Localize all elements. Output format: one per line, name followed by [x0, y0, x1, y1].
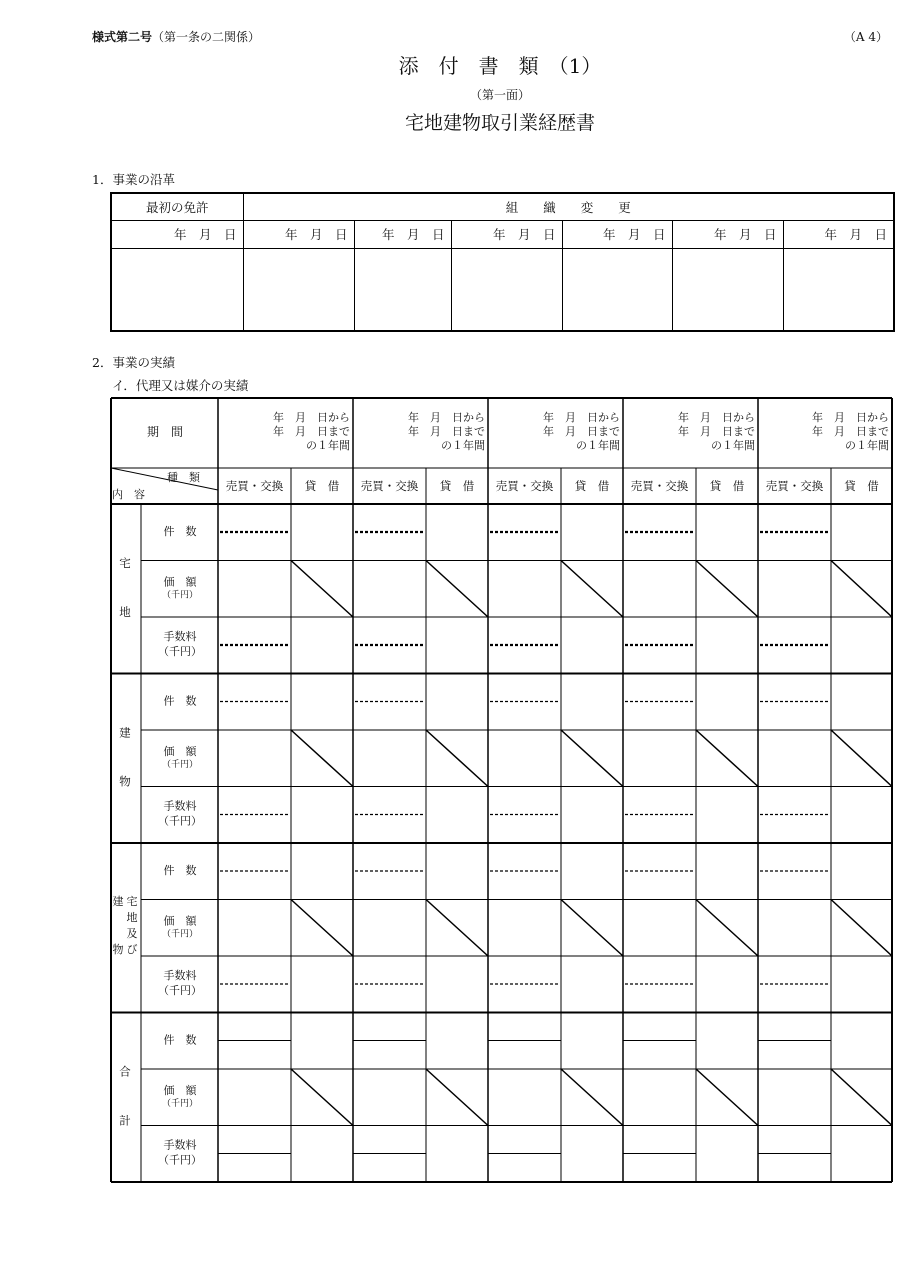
group-label-char: び — [126, 943, 138, 956]
period-to: 年 月 日まで — [408, 425, 485, 438]
lease-label: 貸 借 — [574, 479, 610, 493]
group-label-char: 地 — [119, 605, 131, 619]
org-change-header: 組 織 変 更 — [243, 193, 894, 220]
type-label: 種 類 — [167, 471, 200, 484]
unit-label: （千円） — [158, 814, 202, 828]
diagonal-slash — [831, 900, 892, 957]
group-label-char: 建 — [119, 725, 131, 740]
date-label: 年 月 日 — [672, 220, 783, 248]
section2-subheading: イ．代理又は媒介の実績 — [112, 378, 249, 393]
period-year: の１年間 — [711, 439, 755, 452]
sale-exchange-label: 売買・交換 — [630, 479, 689, 493]
price-label: 価 額 — [163, 914, 197, 928]
group-label-char: 建 — [112, 895, 124, 908]
document-title: 宅地建物取引業経歴書 — [404, 112, 595, 134]
diagonal-slash — [696, 1069, 758, 1126]
diagonal-slash — [426, 561, 488, 618]
period-to: 年 月 日まで — [273, 425, 350, 438]
lease-label: 貸 借 — [439, 479, 475, 493]
date-label: 年 月 日 — [111, 220, 243, 248]
price-label: 価 額 — [163, 745, 197, 758]
diagonal-slash — [561, 561, 623, 618]
date-label: 年 月 日 — [354, 220, 451, 248]
count-label: 件 数 — [163, 525, 197, 538]
date-label: 年 月 日 — [562, 220, 672, 248]
group-label-char: 及 — [126, 927, 138, 940]
form-number: 様式第二号（第一条の二関係） — [92, 30, 261, 44]
diagonal-slash — [426, 730, 488, 787]
diagonal-slash — [831, 1069, 892, 1126]
fee-label: 手数料 — [163, 630, 197, 643]
period-from: 年 月 日から — [678, 411, 755, 424]
first-license-header: 最初の免許 — [111, 193, 243, 220]
diagonal-slash — [831, 730, 892, 787]
diagonal-slash — [291, 561, 353, 618]
unit-label: （千円） — [161, 929, 199, 940]
diagonal-slash — [696, 561, 758, 618]
period-from: 年 月 日から — [408, 411, 485, 424]
period-to: 年 月 日まで — [543, 425, 620, 438]
price-label: 価 額 — [163, 1084, 197, 1097]
unit-label: （千円） — [161, 1099, 199, 1109]
period-to: 年 月 日まで — [678, 425, 755, 438]
fee-label: 手数料 — [163, 799, 197, 813]
group-label-char: 宅 — [126, 895, 138, 908]
period-from: 年 月 日から — [273, 411, 350, 424]
unit-label: （千円） — [161, 590, 199, 601]
fee-label: 手数料 — [163, 1138, 197, 1152]
group-label-char: 宅 — [119, 556, 131, 570]
period-year: の１年間 — [845, 439, 889, 452]
diagonal-slash — [291, 900, 353, 957]
price-label: 価 額 — [163, 575, 197, 589]
period-to: 年 月 日まで — [812, 425, 889, 438]
period-from: 年 月 日から — [543, 411, 620, 424]
diagonal-slash — [291, 1069, 353, 1126]
paper-size: （A 4） — [843, 30, 888, 44]
group-label-char: 合 — [119, 1064, 131, 1079]
count-label: 件 数 — [163, 1033, 197, 1047]
content-label: 内 容 — [112, 488, 145, 501]
sale-exchange-label: 売買・交換 — [225, 479, 284, 493]
unit-label: （千円） — [158, 1153, 202, 1167]
group-label-char: 物 — [119, 774, 131, 789]
period-label: 期 間 — [146, 425, 184, 439]
lease-label: 貸 借 — [304, 479, 340, 493]
diagonal-slash — [426, 900, 488, 957]
diagonal-slash — [696, 730, 758, 787]
face-label: （第一面） — [469, 88, 530, 102]
fee-label: 手数料 — [163, 969, 197, 982]
diagonal-slash — [426, 1069, 488, 1126]
diagonal-slash — [291, 730, 353, 787]
count-label: 件 数 — [163, 694, 197, 708]
date-label: 年 月 日 — [451, 220, 562, 248]
sale-exchange-label: 売買・交換 — [765, 479, 824, 493]
section1-heading: 1．事業の沿革 — [92, 172, 175, 187]
unit-label: （千円） — [158, 645, 202, 658]
sale-exchange-label: 売買・交換 — [495, 479, 554, 493]
lease-label: 貸 借 — [844, 479, 879, 493]
diagonal-slash — [696, 900, 758, 957]
period-year: の１年間 — [441, 439, 485, 452]
diagonal-slash — [561, 900, 623, 957]
unit-label: （千円） — [161, 760, 199, 770]
section2-heading: 2．事業の実績 — [92, 355, 175, 370]
date-label: 年 月 日 — [243, 220, 354, 248]
group-label-char: 物 — [112, 943, 124, 956]
period-from: 年 月 日から — [812, 411, 889, 424]
form-relation: （第一条の二関係） — [152, 30, 261, 44]
diagonal-slash — [561, 730, 623, 787]
unit-label: （千円） — [158, 984, 202, 997]
header-diagonal — [111, 468, 218, 490]
count-label: 件 数 — [163, 864, 197, 877]
diagonal-slash — [561, 1069, 623, 1126]
date-label: 年 月 日 — [783, 220, 894, 248]
period-year: の１年間 — [306, 439, 350, 452]
period-year: の１年間 — [576, 439, 620, 452]
sale-exchange-label: 売買・交換 — [360, 479, 419, 493]
attachment-title: 添 付 書 類 （1） — [398, 54, 602, 78]
diagonal-slash — [831, 561, 892, 618]
lease-label: 貸 借 — [709, 479, 745, 493]
group-label-char: 計 — [119, 1113, 131, 1128]
group-label-char: 地 — [126, 911, 138, 924]
